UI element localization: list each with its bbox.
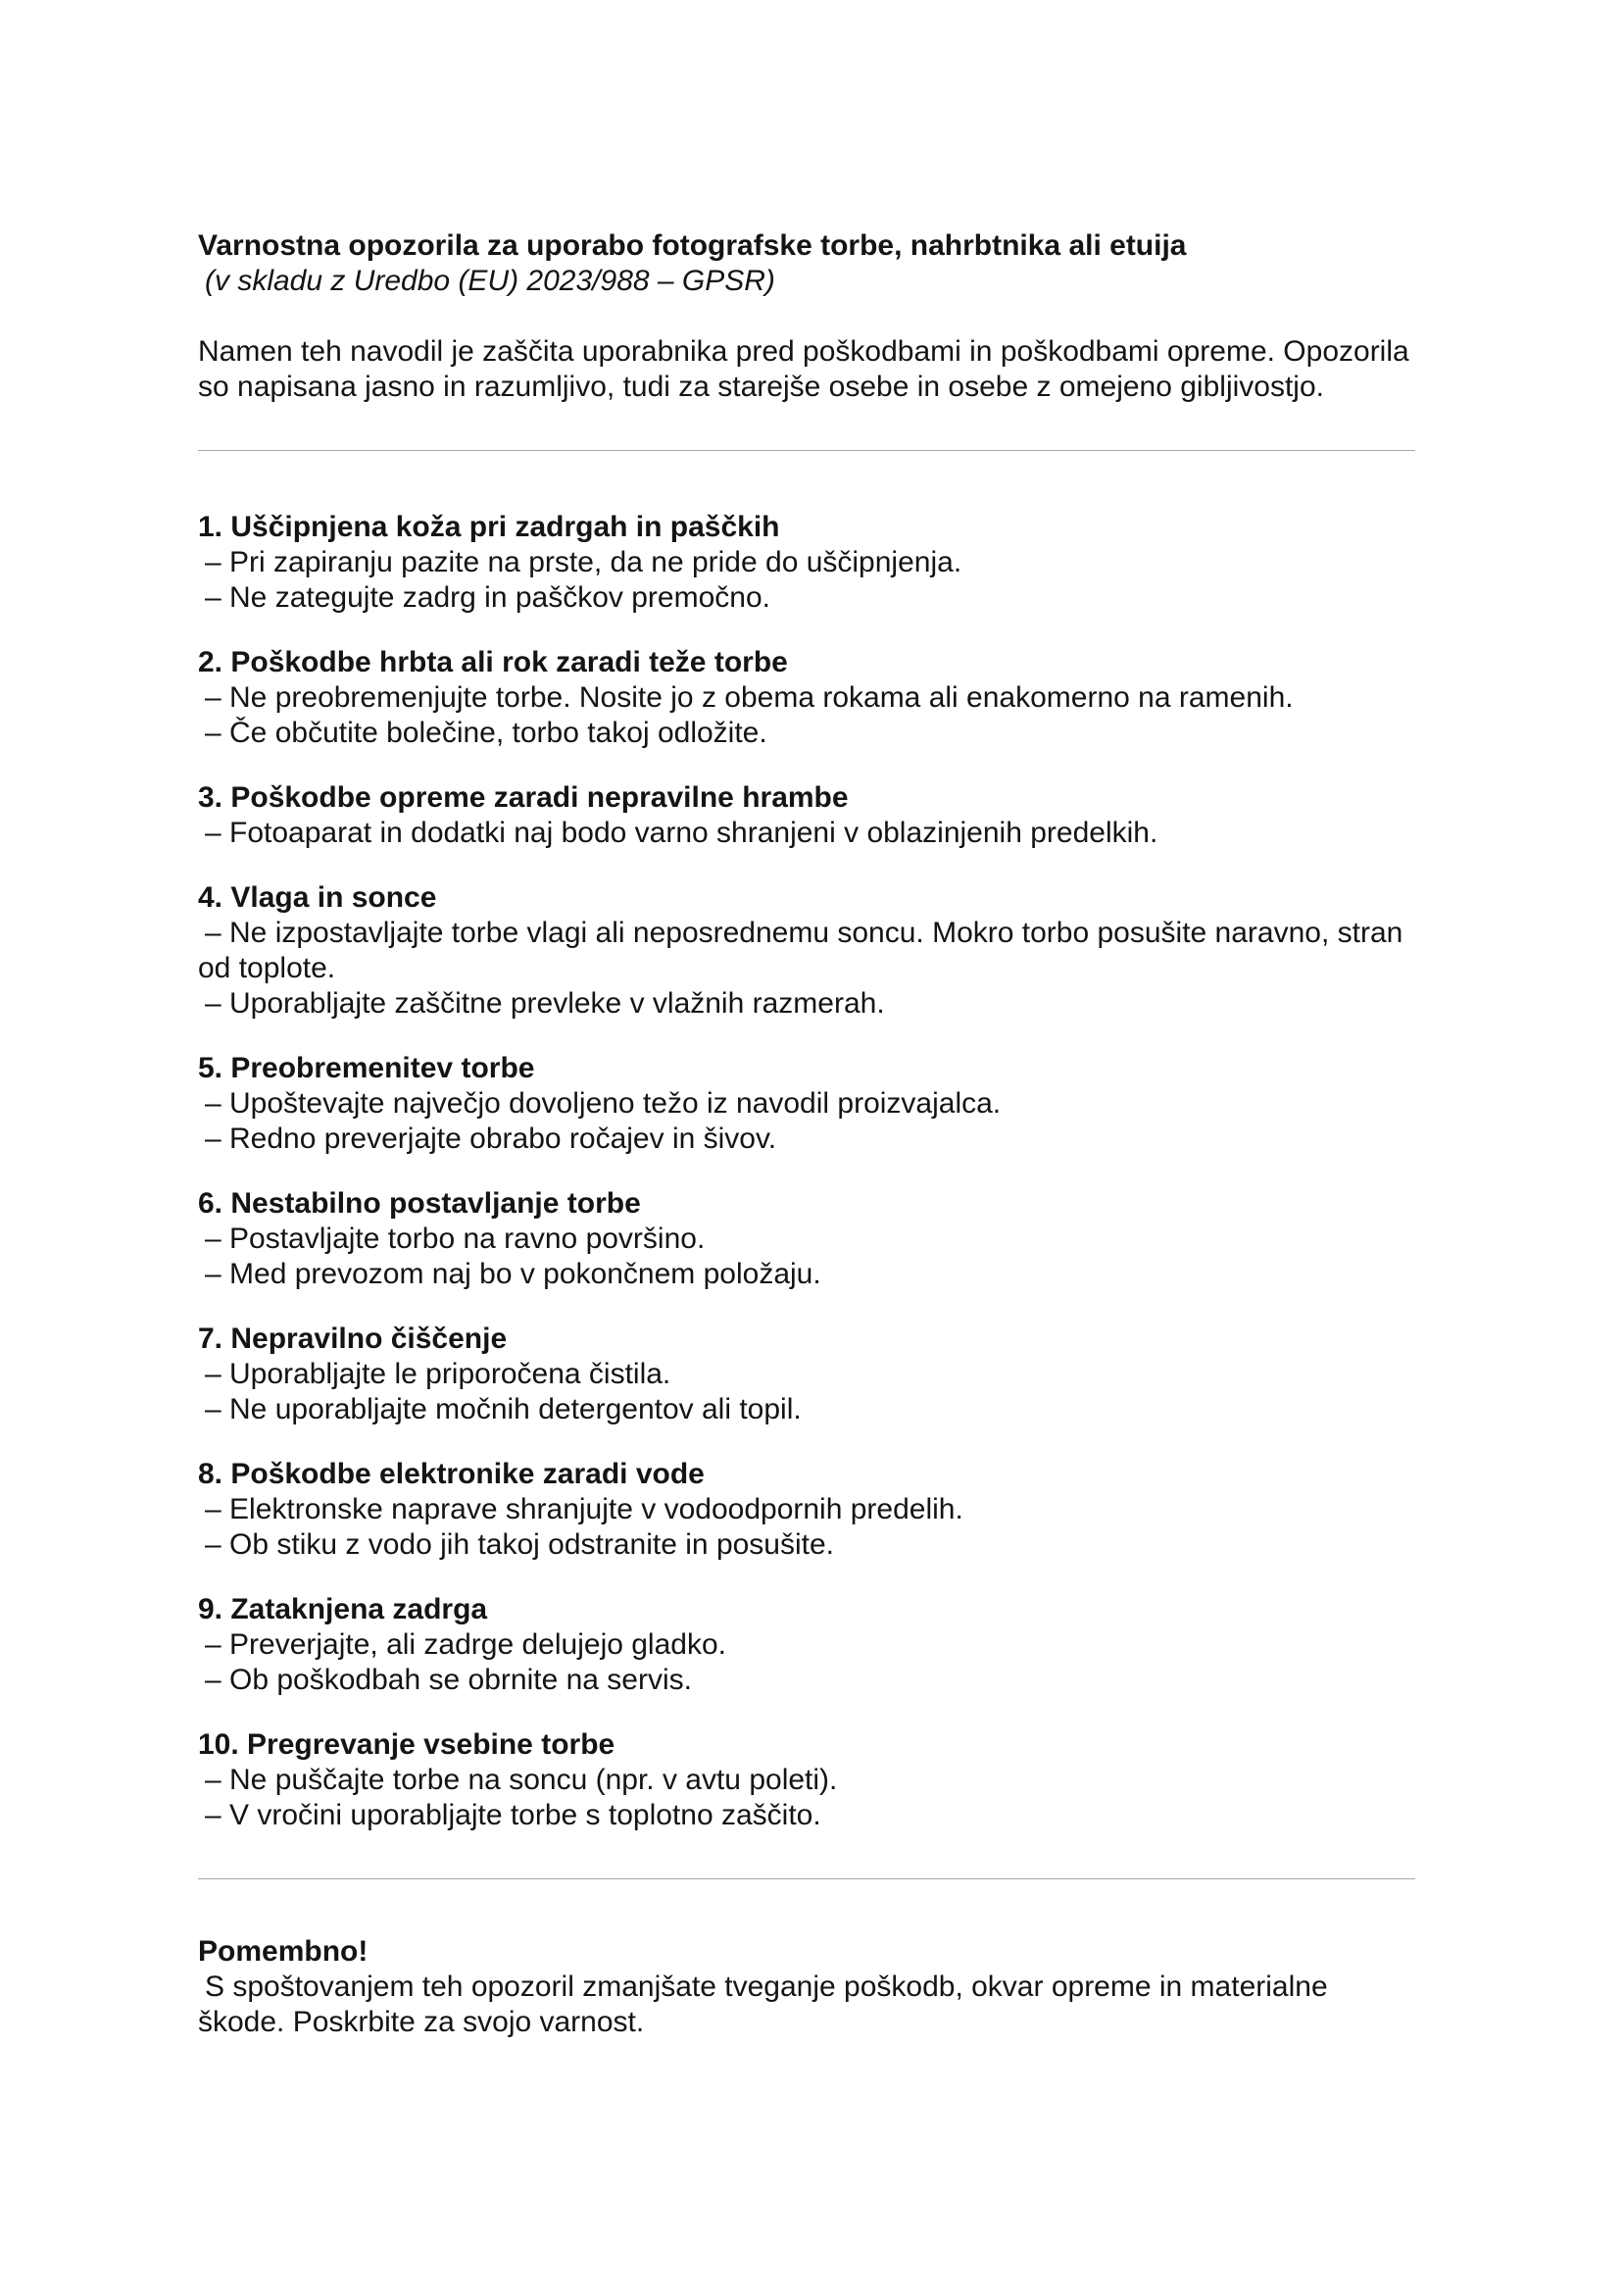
section-item: – Ne preobremenjujte torbe. Nosite jo z obema rokama ali enakomerno na ramenih. (205, 681, 1294, 714)
section-item: – Ob poškodbah se obrnite na servis. (205, 1664, 692, 1696)
section-heading: 1. Uščipnjena koža pri zadrgah in paščkih (198, 511, 780, 543)
horizontal-rule-top (198, 450, 1415, 451)
section-item: – Redno preverjajte obrabo ročajev in šivov. (205, 1123, 777, 1155)
section-heading: 5. Preobremenitev torbe (198, 1052, 535, 1084)
section-item: – Če občutite bolečine, torbo takoj odložite. (205, 717, 767, 749)
document-subtitle: (v skladu z Uredbo (EU) 2023/988 – GPSR) (205, 265, 775, 297)
section-item: – Pri zapiranju pazite na prste, da ne pride do uščipnjenja. (205, 546, 962, 578)
warning-section (198, 1322, 1415, 1427)
section-item: – Ne izpostavljajte torbe vlagi ali neposrednemu soncu. Mokro torbo posušite naravno, stran od toplote. (198, 917, 1403, 984)
warning-section (198, 645, 1415, 751)
section-item: – Med prevozom naj bo v pokončnem položaju. (205, 1258, 821, 1290)
section-heading: 9. Zataknjena zadrga (198, 1593, 488, 1625)
section-item: – Ne zategujte zadrg in paščkov premočno. (205, 581, 770, 614)
section-item: – Upoštevajte največjo dovoljeno težo iz navodil proizvajalca. (205, 1087, 1002, 1120)
section-item: – Postavljajte torbo na ravno površino. (205, 1223, 706, 1255)
sections-container (198, 510, 1415, 1833)
section-item: – Uporabljajte zaščitne prevleke v vlažnih razmerah. (205, 987, 885, 1020)
section-item: – V vročini uporabljajte torbe s toplotno zaščito. (205, 1799, 821, 1831)
section-item: – Fotoaparat in dodatki naj bodo varno shranjeni v oblazinjenih predelkih. (205, 817, 1158, 849)
intro-paragraph: Namen teh navodil je zaščita uporabnika pred poškodbami in poškodbami opreme. Opozorila so napisana jasno in razumljivo, tudi za starejše osebe in osebe z omejeno gibljivostjo. (198, 335, 1409, 403)
warning-section (198, 510, 1415, 616)
section-item: – Elektronske naprave shranjujte v vodoodpornih predelih. (205, 1493, 963, 1525)
section-heading: 2. Poškodbe hrbta ali rok zaradi teže torbe (198, 646, 788, 678)
warning-section (198, 780, 1415, 851)
section-heading: 10. Pregrevanje vsebine torbe (198, 1728, 615, 1761)
section-item: – Ne uporabljajte močnih detergentov ali topil. (205, 1393, 802, 1425)
section-heading: 4. Vlaga in sonce (198, 881, 437, 914)
section-item: – Preverjajte, ali zadrge delujejo gladko. (205, 1628, 726, 1661)
warning-section (198, 880, 1415, 1022)
document-title: Varnostna opozorila za uporabo fotografske torbe, nahrbtnika ali etuija (198, 229, 1187, 262)
section-item: – Uporabljajte le priporočena čistila. (205, 1358, 671, 1390)
footer-heading: Pomembno! (198, 1935, 369, 1968)
footer-text: S spoštovanjem teh opozoril zmanjšate tveganje poškodb, okvar opreme in materialne škode. Poskrbite za svojo varnost. (198, 1971, 1328, 2038)
section-heading: 7. Nepravilno čiščenje (198, 1323, 508, 1355)
section-heading: 3. Poškodbe opreme zaradi nepravilne hrambe (198, 781, 849, 814)
section-heading: 8. Poškodbe elektronike zaradi vode (198, 1458, 705, 1490)
warning-section (198, 1051, 1415, 1157)
section-heading: 6. Nestabilno postavljanje torbe (198, 1187, 641, 1220)
warning-section (198, 1457, 1415, 1563)
warning-section (198, 1727, 1415, 1833)
footer-note (198, 1934, 1415, 2040)
warning-section (198, 1186, 1415, 1292)
warning-section (198, 1592, 1415, 1698)
section-item: – Ne puščajte torbe na soncu (npr. v avtu poleti). (205, 1764, 838, 1796)
section-item: – Ob stiku z vodo jih takoj odstranite in posušite. (205, 1528, 835, 1561)
horizontal-rule-bottom (198, 1878, 1415, 1879)
